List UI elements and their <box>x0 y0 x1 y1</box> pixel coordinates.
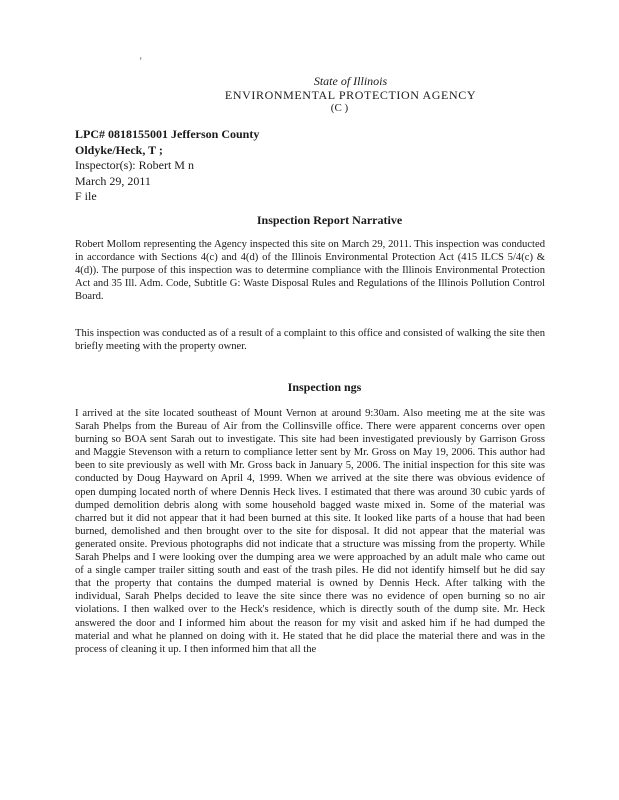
report-metadata <box>75 127 259 205</box>
narrative-heading: Inspection Report Narrative <box>256 213 403 227</box>
state-title: State of Illinois <box>313 74 388 88</box>
agency-title: ENVIRONMENTAL PROTECTION AGENCY <box>224 88 477 102</box>
stray-mark: ' <box>140 56 142 66</box>
findings-paragraph: I arrived at the site located southeast of Mount Vernon at around 9:30am. Also meeting me at the site was Sarah Phelps from the Bureau of Air from the Collinsville office. There were apparent concerns over open burning so BOA sent Sarah out to investigate. This site had been investigated previously by Garrison Gross and Maggie Stevenson with a return to compliance letter sent by Mr. Gross on May 19, 2006. This author had been to site previously as well with Mr. Gross back in January 5, 2006. The initial inspection for this site was conducted by Doug Hayward on April 4, 1999. When we arrived at the site there was obvious evidence of open dumping located north of where Dennis Heck lives. I estimated that there was around 30 cubic yards of dumped demolition debris along with some household bagged waste mixed in. Some of the material was charred but it did not appear that it had been burned at this site. It looked like parts of a house that had been burned, demolished and then brought over to the site for disposal. It did not appear that the material was generated onsite. Previous photographs did not indicate that a structure was missing from the property. While Sarah Phelps and I were looking over the dumping area we were approached by an adult male who came out of a single camper trailer sitting south and east of the trash piles. He did not identify himself but he did say that the property that contains the dumped material is owned by Dennis Heck. After talking with the individual, Sarah Phelps decided to leave the site since there was no evidence of open burning so no air violations. I then walked over to the Heck's residence, which is directly south of the dump site. Mr. Heck answered the door and I informed him about the reason for my visit and asked him if he had dumped the material and what he planned on doing with it. He stated that he did place the material there and was in the process of cleaning it up. I then informed him that all the <box>75 408 545 655</box>
findings-heading: Inspection ngs <box>287 380 362 394</box>
lpc-line: LPC# 0818155001 Jefferson County <box>75 127 260 141</box>
intro-paragraph: Robert Mollom representing the Agency inspected this site on March 29, 2011. This inspection was conducted in accordance with Sections 4(c) and 4(d) of the Illinois Environmental Protection Act (415 ILCS 5/4(c) & 4(d)). The purpose of this inspection was to determine compliance with the Illinois Environmental Protection Act and 35 Ill. Adm. Code, Subtitle G: Waste Disposal Rules and Regulations of the Illinois Pollution Control Board. <box>75 239 545 303</box>
inspector-line: Inspector(s): Robert M n <box>75 158 194 172</box>
purpose-paragraph: This inspection was conducted as of a result of a complaint to this office and consisted of walking the site then briefly meeting with the property owner. <box>75 328 545 353</box>
site-name-line: Oldyke/Heck, T ; <box>75 142 163 157</box>
header-subline: (C ) <box>330 102 349 114</box>
file-line: F ile <box>75 189 97 203</box>
inspection-date-line: March 29, 2011 <box>75 173 151 188</box>
